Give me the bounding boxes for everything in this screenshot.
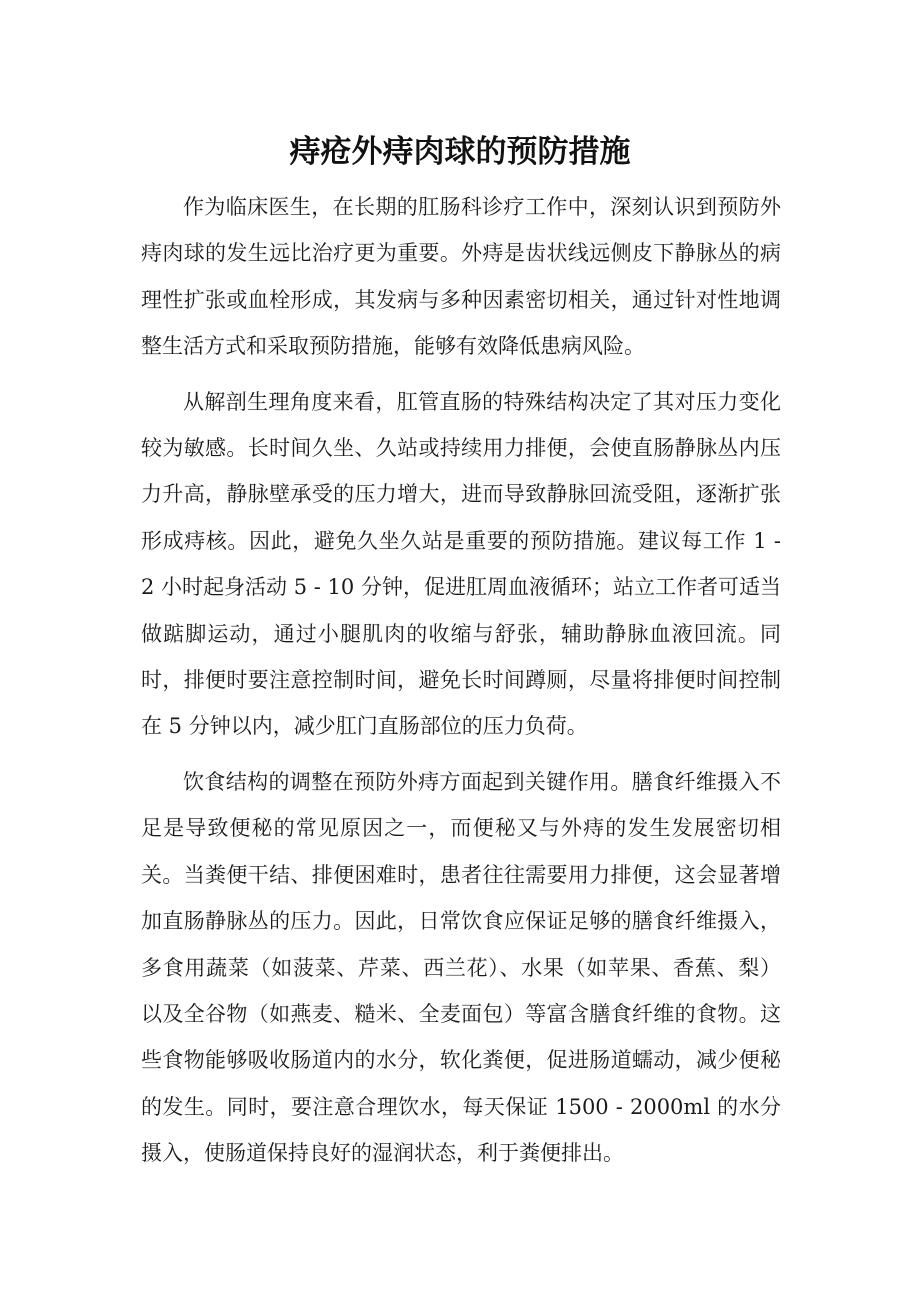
document-body (141, 184, 781, 1186)
document-title: 痔疮外痔肉球的预防措施 (289, 134, 631, 170)
paragraph-intro: 作为临床医生，在长期的肛肠科诊疗工作中，深刻认识到预防外痔肉球的发生远比治疗更为重要。外痔是齿状线远侧皮下静脉丛的病理性扩张或血栓形成，其发病与多种因素密切相关，通过针对性地调整生活方式和采取预防措施，能够有效降低患病风险。 (141, 195, 781, 359)
paragraph-diet: 饮食结构的调整在预防外痔方面起到关键作用。膳食纤维摄入不足是导致便秘的常见原因之一，而便秘又与外痔的发生发展密切相关。当粪便干结、排便困难时，患者往往需要用力排便，这会显著增加直肠静脉丛的压力。因此，日常饮食应保证足够的膳食纤维摄入，多食用蔬菜（如菠菜、芹菜、西兰花）、水果（如苹果、香蕉、梨）以及全谷物（如燕麦、糙米、全麦面包）等富含膳食纤维的食物。这些食物能够吸收肠道内的水分，软化粪便，促进肠道蠕动，减少便秘的发生。同时，要注意合理饮水，每天保证 1500 - 2000ml 的水分摄入，使肠道保持良好的湿润状态，利于粪便排出。 (141, 769, 781, 1166)
paragraph-anatomy: 从解剖生理角度来看，肛管直肠的特殊结构决定了其对压力变化较为敏感。长时间久坐、久站或持续用力排便，会使直肠静脉丛内压力升高，静脉壁承受的压力增大，进而导致静脉回流受阻，逐渐扩张形成痔核。因此，避免久坐久站是重要的预防措施。建议每工作 1 - 2 小时起身活动 5 - 10 分钟，促进肛周血液循环；站立工作者可适当做踮脚运动，通过小腿肌肉的收缩与舒张，辅助静脉血液回流。同时，排便时要注意控制时间，避免长时间蹲厕，尽量将排便时间控制在 5 分钟以内，减少肛门直肠部位的压力负荷。 (141, 389, 781, 739)
